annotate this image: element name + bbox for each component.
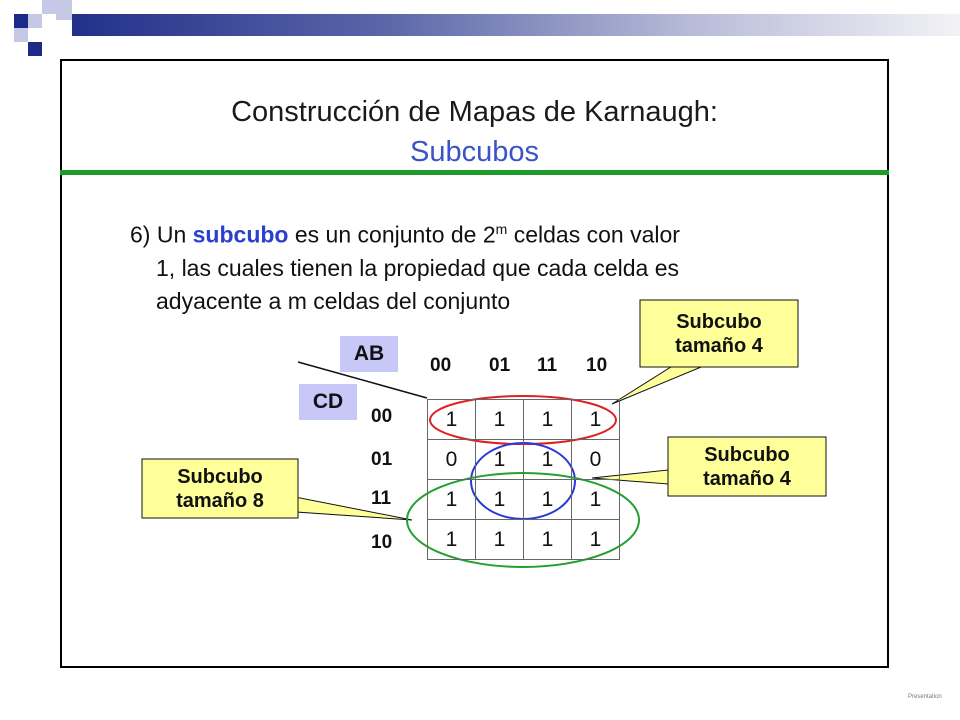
kmap-cell: 1 — [572, 480, 620, 520]
kmap-cell: 0 — [428, 440, 476, 480]
col-header-10: 10 — [586, 355, 608, 376]
kmap-cell: 1 — [572, 400, 620, 440]
kmap-row — [428, 520, 620, 560]
kmap-cell: 1 — [476, 440, 524, 480]
row-variable-box: AB — [340, 336, 398, 372]
row-header-01: 01 — [371, 449, 393, 470]
body-prefix: 6) Un — [130, 221, 193, 248]
row-header-00: 00 — [371, 406, 393, 427]
kmap-cell: 1 — [476, 400, 524, 440]
row-header-11: 11 — [371, 488, 392, 509]
callout-mid-right-line2: tamaño 4 — [703, 467, 791, 490]
col-variable-box: CD — [299, 384, 357, 420]
callout-top-right-text — [640, 300, 798, 367]
body-line3: adyacente a m celdas del conjunto — [156, 287, 511, 314]
col-header-00: 00 — [430, 355, 452, 376]
kmap-row — [428, 400, 620, 440]
kmap-cell: 1 — [428, 520, 476, 560]
slide-title: Construcción de Mapas de Karnaugh: — [231, 96, 718, 128]
kmap-cell: 1 — [524, 400, 572, 440]
callout-top-right-line2: tamaño 4 — [675, 334, 763, 357]
kmap-cell: 0 — [572, 440, 620, 480]
callout-top-right-line1: Subcubo — [676, 310, 762, 333]
slide-subtitle: Subcubos — [410, 136, 539, 168]
body-line2: 1, las cuales tienen la propiedad que cada celda es — [156, 254, 679, 281]
body-keyword: subcubo — [192, 221, 289, 248]
kmap-cell: 1 — [524, 520, 572, 560]
callout-left-text — [142, 459, 298, 518]
corner-note: Presentation — [908, 694, 942, 700]
col-header-11: 11 — [537, 355, 558, 376]
kmap-cell: 1 — [572, 520, 620, 560]
body-exponent: m — [495, 221, 508, 237]
kmap-cell: 1 — [428, 400, 476, 440]
row-header-10: 10 — [371, 532, 393, 553]
kmap-cell: 1 — [524, 480, 572, 520]
callout-left-pointer — [290, 496, 412, 520]
callout-left-line2: tamaño 8 — [176, 489, 264, 512]
karnaugh-map — [427, 399, 620, 560]
col-header-01: 01 — [489, 355, 511, 376]
kmap-cell: 1 — [476, 520, 524, 560]
kmap-row — [428, 440, 620, 480]
callout-left-line1: Subcubo — [177, 465, 263, 488]
kmap-cell: 1 — [476, 480, 524, 520]
callout-mid-right-text — [668, 437, 826, 496]
kmap-cell: 1 — [428, 480, 476, 520]
callout-mid-right-line1: Subcubo — [704, 443, 790, 466]
kmap-row — [428, 480, 620, 520]
kmap-cell: 1 — [524, 440, 572, 480]
body-rest-line1: celdas con valor — [507, 221, 680, 248]
body-after-keyword: es un conjunto de 2 — [288, 221, 496, 248]
